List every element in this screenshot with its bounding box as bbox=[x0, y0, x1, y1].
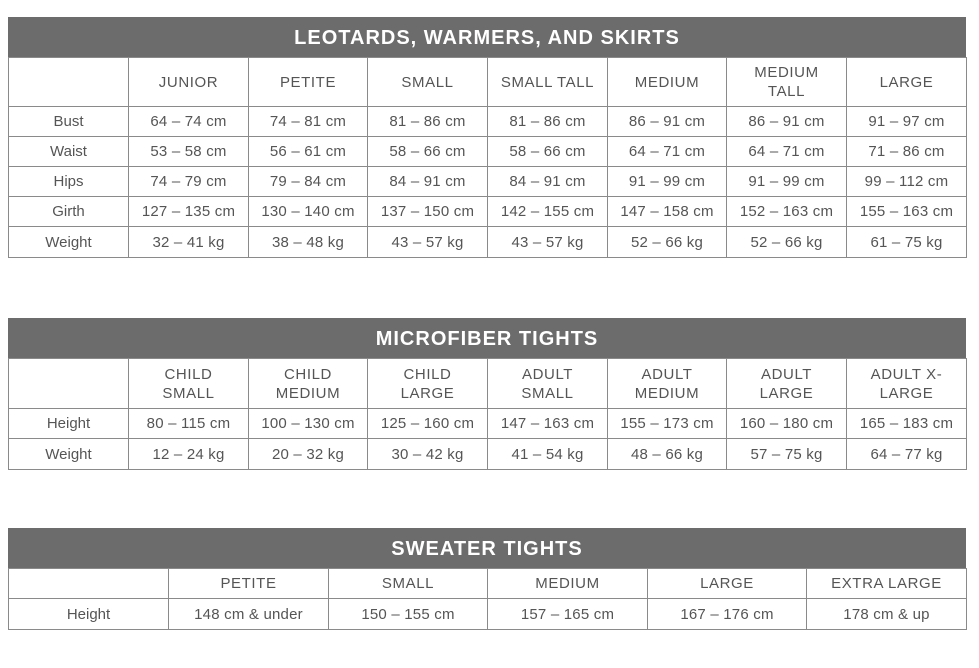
column-header: SMALL TALL bbox=[488, 58, 608, 107]
table-cell: 79 – 84 cm bbox=[249, 167, 368, 197]
table-cell: 30 – 42 kg bbox=[368, 439, 488, 470]
corner-cell bbox=[9, 359, 129, 409]
table-row bbox=[9, 439, 967, 470]
column-header: PETITE bbox=[169, 569, 329, 599]
table-cell: 64 – 71 cm bbox=[608, 137, 727, 167]
corner-cell bbox=[9, 58, 129, 107]
table-row bbox=[9, 409, 967, 439]
table-cell: 91 – 99 cm bbox=[608, 167, 727, 197]
table-cell: 148 cm & under bbox=[169, 599, 329, 630]
table-cell: 57 – 75 kg bbox=[727, 439, 847, 470]
row-label: Waist bbox=[9, 137, 129, 167]
table-cell: 125 – 160 cm bbox=[368, 409, 488, 439]
table-cell: 52 – 66 kg bbox=[727, 227, 847, 258]
column-header: CHILD SMALL bbox=[129, 359, 249, 409]
microfiber-title: MICROFIBER TIGHTS bbox=[8, 318, 966, 358]
table-cell: 61 – 75 kg bbox=[847, 227, 967, 258]
sweater-size-chart bbox=[8, 528, 966, 630]
table-cell: 157 – 165 cm bbox=[488, 599, 648, 630]
column-header: MEDIUM bbox=[608, 58, 727, 107]
table-cell: 152 – 163 cm bbox=[727, 197, 847, 227]
table-cell: 127 – 135 cm bbox=[129, 197, 249, 227]
table-row bbox=[9, 227, 967, 258]
table-cell: 74 – 79 cm bbox=[129, 167, 249, 197]
column-header: SMALL bbox=[368, 58, 488, 107]
row-label: Bust bbox=[9, 107, 129, 137]
table-cell: 84 – 91 cm bbox=[368, 167, 488, 197]
row-label: Hips bbox=[9, 167, 129, 197]
column-header: ADULT SMALL bbox=[488, 359, 608, 409]
column-header: JUNIOR bbox=[129, 58, 249, 107]
column-header: PETITE bbox=[249, 58, 368, 107]
sweater-table bbox=[8, 568, 967, 630]
table-row bbox=[9, 167, 967, 197]
table-cell: 38 – 48 kg bbox=[249, 227, 368, 258]
table-cell: 130 – 140 cm bbox=[249, 197, 368, 227]
table-cell: 32 – 41 kg bbox=[129, 227, 249, 258]
table-cell: 12 – 24 kg bbox=[129, 439, 249, 470]
column-header: CHILD LARGE bbox=[368, 359, 488, 409]
table-cell: 74 – 81 cm bbox=[249, 107, 368, 137]
leotards-table bbox=[8, 57, 967, 258]
microfiber-table bbox=[8, 358, 967, 470]
table-cell: 80 – 115 cm bbox=[129, 409, 249, 439]
table-cell: 81 – 86 cm bbox=[368, 107, 488, 137]
row-label: Weight bbox=[9, 439, 129, 470]
table-cell: 64 – 71 cm bbox=[727, 137, 847, 167]
table-cell: 155 – 163 cm bbox=[847, 197, 967, 227]
table-cell: 52 – 66 kg bbox=[608, 227, 727, 258]
table-cell: 56 – 61 cm bbox=[249, 137, 368, 167]
table-cell: 48 – 66 kg bbox=[608, 439, 727, 470]
table-cell: 91 – 99 cm bbox=[727, 167, 847, 197]
row-label: Height bbox=[9, 599, 169, 630]
table-row bbox=[9, 107, 967, 137]
column-header: MEDIUM TALL bbox=[727, 58, 847, 107]
table-cell: 58 – 66 cm bbox=[368, 137, 488, 167]
table-cell: 160 – 180 cm bbox=[727, 409, 847, 439]
row-label: Height bbox=[9, 409, 129, 439]
table-row bbox=[9, 137, 967, 167]
table-cell: 91 – 97 cm bbox=[847, 107, 967, 137]
column-header: ADULT X-LARGE bbox=[847, 359, 967, 409]
row-label: Weight bbox=[9, 227, 129, 258]
table-cell: 64 – 77 kg bbox=[847, 439, 967, 470]
table-cell: 155 – 173 cm bbox=[608, 409, 727, 439]
column-header: ADULT LARGE bbox=[727, 359, 847, 409]
table-cell: 142 – 155 cm bbox=[488, 197, 608, 227]
table-cell: 150 – 155 cm bbox=[329, 599, 488, 630]
table-cell: 43 – 57 kg bbox=[368, 227, 488, 258]
table-cell: 147 – 163 cm bbox=[488, 409, 608, 439]
corner-cell bbox=[9, 569, 169, 599]
column-header: ADULT MEDIUM bbox=[608, 359, 727, 409]
table-cell: 147 – 158 cm bbox=[608, 197, 727, 227]
table-cell: 100 – 130 cm bbox=[249, 409, 368, 439]
column-header: LARGE bbox=[847, 58, 967, 107]
table-cell: 84 – 91 cm bbox=[488, 167, 608, 197]
column-header: CHILD MEDIUM bbox=[249, 359, 368, 409]
table-cell: 43 – 57 kg bbox=[488, 227, 608, 258]
table-header-row bbox=[9, 569, 967, 599]
table-header-row bbox=[9, 359, 967, 409]
table-cell: 53 – 58 cm bbox=[129, 137, 249, 167]
table-header-row bbox=[9, 58, 967, 107]
sweater-title: SWEATER TIGHTS bbox=[8, 528, 966, 568]
leotards-size-chart bbox=[8, 17, 966, 258]
table-cell: 81 – 86 cm bbox=[488, 107, 608, 137]
table-cell: 71 – 86 cm bbox=[847, 137, 967, 167]
column-header: EXTRA LARGE bbox=[807, 569, 967, 599]
column-header: LARGE bbox=[648, 569, 807, 599]
row-label: Girth bbox=[9, 197, 129, 227]
column-header: MEDIUM bbox=[488, 569, 648, 599]
table-cell: 20 – 32 kg bbox=[249, 439, 368, 470]
leotards-title: LEOTARDS, WARMERS, AND SKIRTS bbox=[8, 17, 966, 57]
table-cell: 86 – 91 cm bbox=[727, 107, 847, 137]
table-cell: 86 – 91 cm bbox=[608, 107, 727, 137]
table-cell: 165 – 183 cm bbox=[847, 409, 967, 439]
table-cell: 178 cm & up bbox=[807, 599, 967, 630]
table-cell: 41 – 54 kg bbox=[488, 439, 608, 470]
table-row bbox=[9, 599, 967, 630]
table-cell: 167 – 176 cm bbox=[648, 599, 807, 630]
column-header: SMALL bbox=[329, 569, 488, 599]
table-cell: 99 – 112 cm bbox=[847, 167, 967, 197]
table-row bbox=[9, 197, 967, 227]
table-cell: 137 – 150 cm bbox=[368, 197, 488, 227]
microfiber-size-chart bbox=[8, 318, 966, 470]
table-cell: 64 – 74 cm bbox=[129, 107, 249, 137]
table-cell: 58 – 66 cm bbox=[488, 137, 608, 167]
